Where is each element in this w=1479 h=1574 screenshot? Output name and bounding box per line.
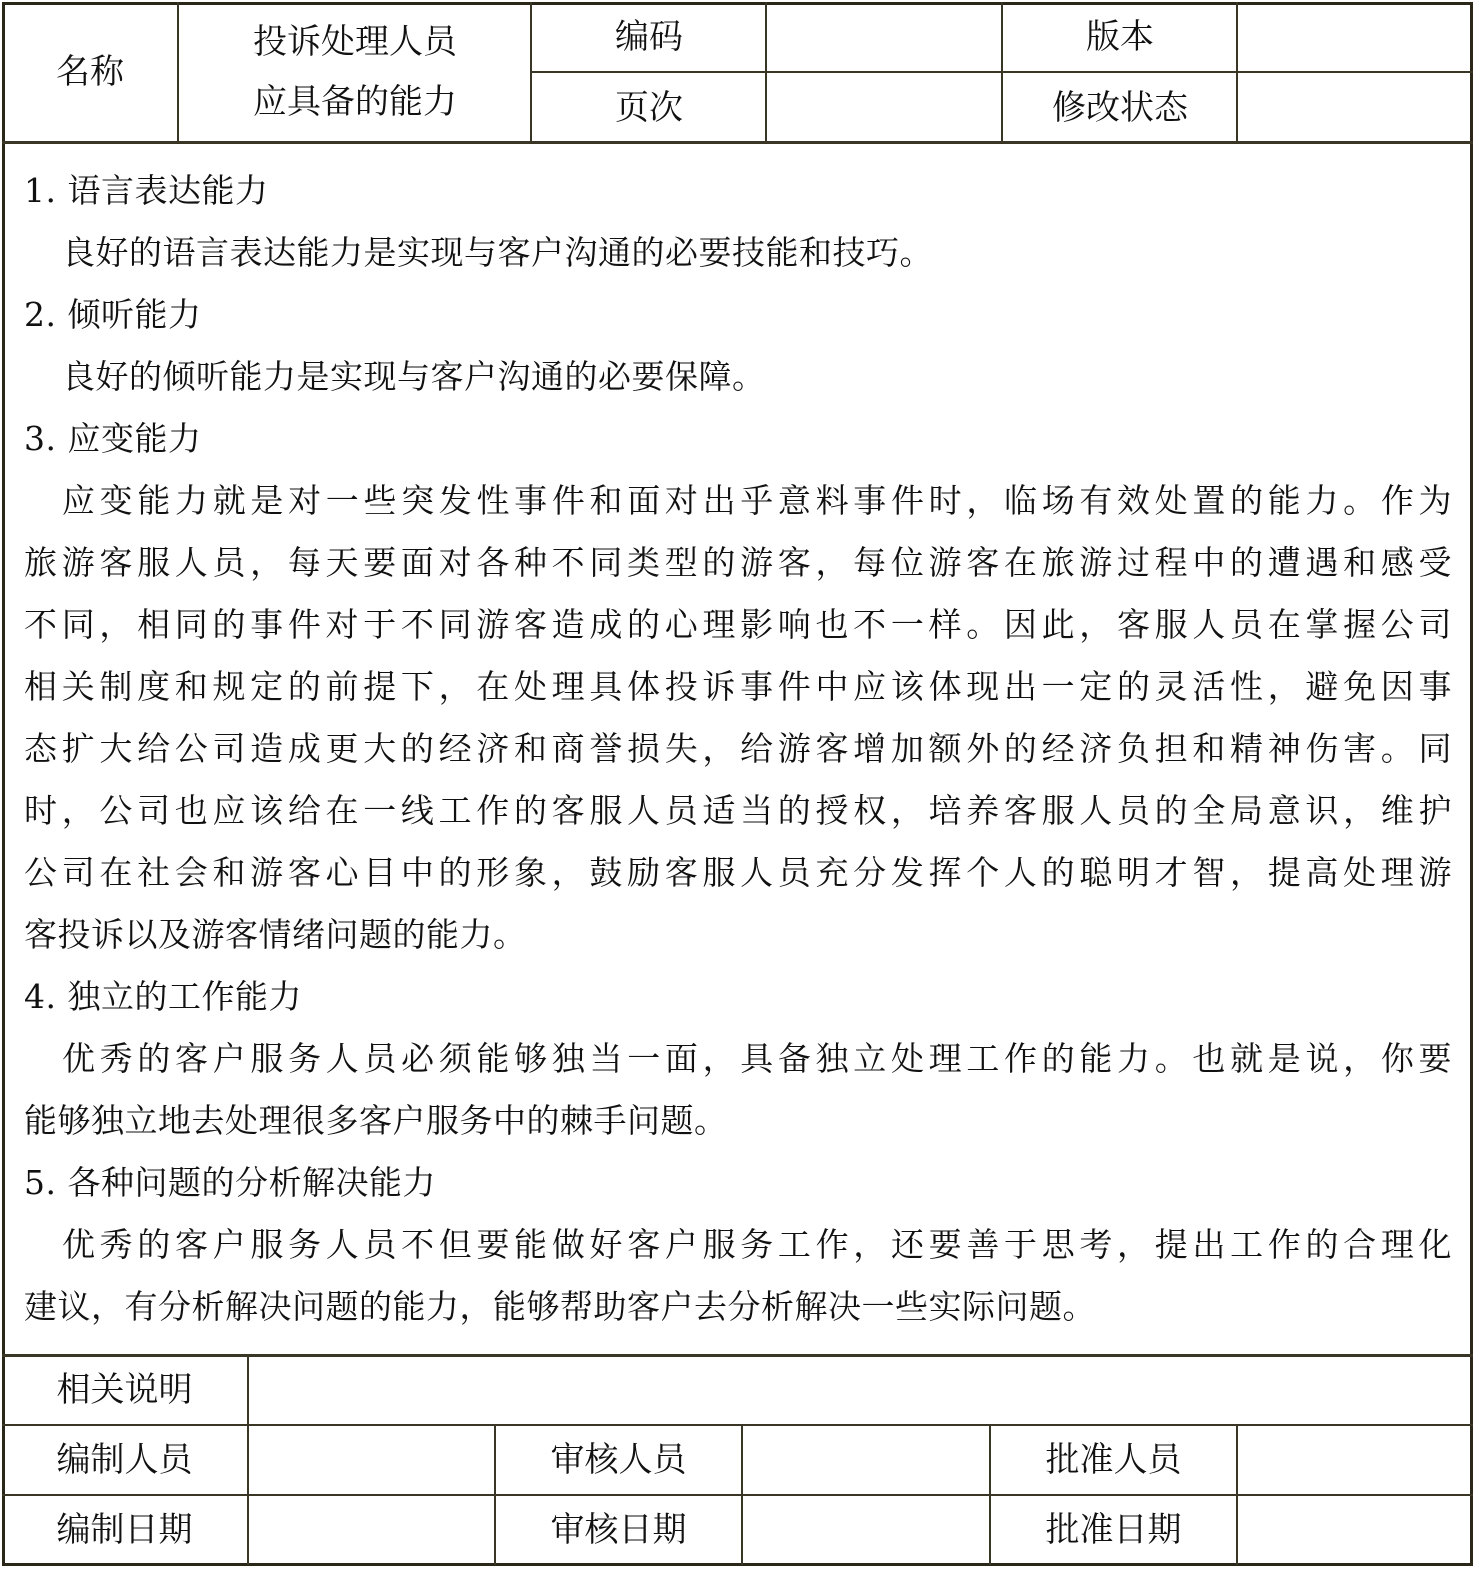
paragraph-line: 良好的倾听能力是实现与客户沟通的必要保障。 [62, 357, 766, 396]
section-heading: 1. 语言表达能力 [24, 171, 269, 210]
paragraph-line: 旅游客服人员，每天要面对各种不同类型的游客，每位游客在旅游过程中的遭遇和感受 [24, 543, 1452, 582]
notes-label: 相关说明 [56, 1370, 193, 1410]
prepared-by-label: 编制人员 [56, 1440, 193, 1480]
paragraph-line: 态扩大给公司造成更大的经济和商誉损失，给游客增加额外的经济负担和精神伤害。同 [24, 729, 1452, 768]
page-label: 页次 [615, 87, 683, 128]
prepared-date-field[interactable] [249, 1496, 494, 1564]
code-value-field[interactable] [767, 2, 1002, 72]
paragraph-line: 优秀的客户服务人员不但要能做好客户服务工作，还要善于思考，提出工作的合理化 [62, 1225, 1452, 1264]
paragraph-line: 应变能力就是对一些突发性事件和面对出乎意料事件时，临场有效处置的能力。作为 [62, 481, 1452, 520]
version-value-field[interactable] [1238, 2, 1473, 72]
paragraph-line: 建议，有分析解决问题的能力，能够帮助客户去分析解决一些实际问题。 [24, 1287, 1096, 1326]
section-heading: 2. 倾听能力 [24, 295, 202, 334]
revision-value-field[interactable] [1238, 73, 1473, 142]
paragraph-line: 优秀的客户服务人员必须能够独当一面，具备独立处理工作的能力。也就是说，你要 [62, 1039, 1452, 1078]
name-value-line-2: 应具备的能力 [253, 82, 457, 122]
approved-by-label: 批准人员 [1045, 1440, 1182, 1480]
name-value [179, 2, 531, 142]
paragraph-line: 相关制度和规定的前提下，在处理具体投诉事件中应该体现出一定的灵活性，避免因事 [24, 667, 1452, 706]
reviewed-date-field[interactable] [743, 1496, 989, 1564]
reviewed-date-label: 审核日期 [550, 1510, 687, 1550]
reviewed-by-field[interactable] [743, 1426, 989, 1494]
name-label: 名称 [56, 52, 124, 92]
paragraph-line: 不同，相同的事件对于不同游客造成的心理影响也不一样。因此，客服人员在掌握公司 [24, 605, 1452, 644]
section-heading: 3. 应变能力 [24, 419, 202, 458]
reviewed-by-label: 审核人员 [550, 1440, 687, 1480]
approved-date-field[interactable] [1238, 1496, 1473, 1564]
paragraph-line: 公司在社会和游客心目中的形象，鼓励客服人员充分发挥个人的聪明才智，提高处理游 [24, 853, 1452, 892]
approved-by-field[interactable] [1238, 1426, 1473, 1494]
code-label: 编码 [615, 17, 683, 57]
page-value-field[interactable] [767, 73, 1002, 142]
paragraph-line: 客投诉以及游客情绪问题的能力。 [24, 915, 527, 954]
prepared-by-field[interactable] [249, 1426, 494, 1494]
prepared-date-label: 编制日期 [56, 1510, 193, 1550]
revision-label: 修改状态 [1052, 87, 1188, 128]
approved-date-label: 批准日期 [1045, 1510, 1182, 1550]
notes-value-field[interactable] [249, 1356, 1473, 1424]
version-label: 版本 [1086, 17, 1154, 57]
section-heading: 4. 独立的工作能力 [24, 977, 302, 1016]
paragraph-line: 能够独立地去处理很多客户服务中的棘手问题。 [24, 1101, 728, 1140]
section-heading: 5. 各种问题的分析解决能力 [24, 1163, 436, 1202]
paragraph-line: 时，公司也应该给在一线工作的客服人员适当的授权，培养客服人员的全局意识，维护 [24, 791, 1452, 830]
document-body [24, 160, 1452, 1338]
paragraph-line: 良好的语言表达能力是实现与客户沟通的必要技能和技巧。 [62, 233, 933, 272]
name-value-line-1: 投诉处理人员 [253, 22, 457, 62]
